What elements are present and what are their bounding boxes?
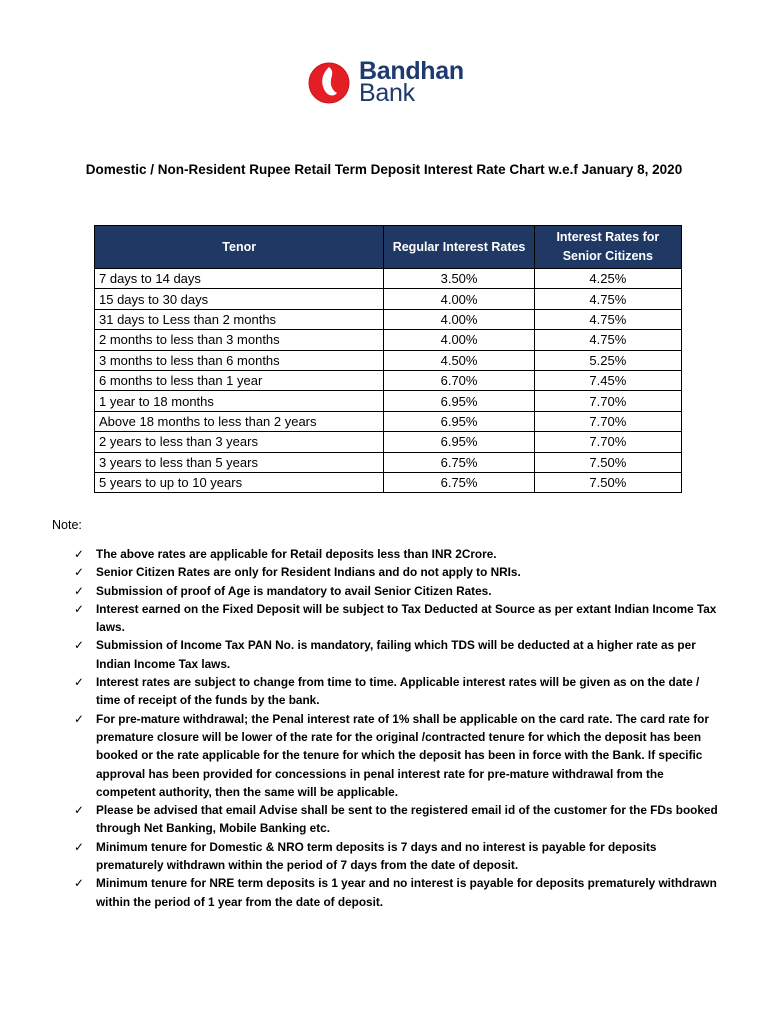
list-item: [74, 801, 724, 838]
cell-senior-rate: 4.75%: [534, 289, 681, 309]
list-item: [74, 582, 724, 600]
cell-tenor: 7 days to 14 days: [95, 269, 384, 289]
list-item: [74, 545, 724, 563]
list-item: [74, 563, 724, 581]
checkmark-icon: ✓: [74, 565, 84, 580]
note-text: Minimum tenure for NRE term deposits is 1 year and no interest is payable for deposits prematurely withdrawn within the period of 1 year from the date of deposit.: [96, 876, 717, 909]
list-item: [74, 838, 724, 875]
cell-regular-rate: 6.95%: [384, 391, 534, 411]
cell-tenor: 3 months to less than 6 months: [95, 350, 384, 370]
checkmark-icon: ✓: [74, 547, 84, 561]
cell-regular-rate: 6.95%: [384, 432, 534, 452]
table-row: [95, 370, 682, 390]
note-text: For pre-mature withdrawal; the Penal interest rate of 1% shall be applicable on the card rate. The card rate for premature closure will be lower of the rate for the original /contracted tenure for which the deposit has been booked or the rate applicable for the tenure for which the deposit has been in force with the Bank. If specific approval has been provided for concessions in penal interest rate for pre-mature withdrawal from the competent authority, then the same will be applicable.: [96, 711, 709, 799]
cell-tenor: 2 years to less than 3 years: [95, 432, 384, 452]
cell-tenor: 15 days to 30 days: [95, 289, 384, 309]
checkmark-icon: ✓: [74, 583, 84, 598]
cell-senior-rate: 7.70%: [534, 391, 681, 411]
note-text: Submission of Income Tax PAN No. is mandatory, failing which TDS will be deducted at a higher rate as per Indian Income Tax laws.: [96, 638, 696, 671]
note-text: Minimum tenure for Domestic & NRO term deposits is 7 days and no interest is payable for deposits prematurely withdrawn within the period of 7 days from the date of deposit.: [96, 839, 657, 873]
cell-senior-rate: 7.70%: [534, 411, 681, 431]
table-row: [95, 452, 682, 472]
page-title: Domestic / Non-Resident Rupee Retail Term Deposit Interest Rate Chart w.e.f January 8, 2020: [85, 162, 683, 177]
cell-senior-rate: 4.25%: [534, 269, 681, 289]
cell-regular-rate: 6.75%: [384, 452, 534, 472]
cell-tenor: 5 years to up to 10 years: [95, 472, 384, 492]
checkmark-icon: ✓: [74, 638, 84, 653]
checkmark-icon: ✓: [74, 675, 84, 690]
cell-tenor: 1 year to 18 months: [95, 391, 384, 411]
table-row: [95, 472, 682, 492]
logo-text-bank: Bank: [359, 79, 415, 107]
note-text: Interest earned on the Fixed Deposit will be subject to Tax Deducted at Source as per extant Indian Income Tax laws.: [96, 601, 717, 635]
note-text: Please be advised that email Advise shall be sent to the registered email id of the customer for the FDs booked through Net Banking, Mobile Banking etc.: [96, 803, 718, 836]
header-regular-rates: Regular Interest Rates: [384, 226, 534, 269]
table-row: [95, 309, 682, 329]
logo-text-bandhan: Bandhan: [359, 57, 464, 85]
list-item: [74, 600, 724, 637]
list-item: [74, 710, 724, 801]
note-text: Submission of proof of Age is mandatory to avail Senior Citizen Rates.: [96, 583, 492, 598]
header-tenor: Tenor: [95, 226, 384, 269]
bandhan-logo-icon: [307, 58, 353, 106]
cell-tenor: 31 days to Less than 2 months: [95, 309, 384, 329]
table-row: [95, 289, 682, 309]
cell-tenor: 3 years to less than 5 years: [95, 452, 384, 472]
cell-regular-rate: 6.75%: [384, 472, 534, 492]
cell-senior-rate: 5.25%: [534, 350, 681, 370]
note-text: The above rates are applicable for Retail deposits less than INR 2Crore.: [96, 547, 497, 561]
header-senior-rates: Interest Rates for Senior Citizens: [534, 226, 681, 269]
notes-list: [74, 545, 724, 911]
table-row: [95, 411, 682, 431]
cell-tenor: 6 months to less than 1 year: [95, 370, 384, 390]
cell-regular-rate: 6.70%: [384, 370, 534, 390]
note-label: Note:: [52, 518, 82, 532]
note-text: Interest rates are subject to change from time to time. Applicable interest rates will be given as on the date / time of receipt of the funds by the bank.: [96, 675, 700, 708]
table-header-row: [95, 226, 682, 269]
table-row: [95, 432, 682, 452]
table-row: [95, 350, 682, 370]
interest-rate-table: [94, 225, 682, 493]
cell-senior-rate: 7.50%: [534, 472, 681, 492]
note-text: Senior Citizen Rates are only for Resident Indians and do not apply to NRIs.: [96, 565, 521, 580]
checkmark-icon: ✓: [74, 803, 84, 818]
cell-senior-rate: 7.45%: [534, 370, 681, 390]
cell-tenor: Above 18 months to less than 2 years: [95, 411, 384, 431]
checkmark-icon: ✓: [74, 601, 84, 616]
bank-logo: [307, 58, 464, 106]
table-row: [95, 269, 682, 289]
table-row: [95, 330, 682, 350]
checkmark-icon: ✓: [74, 876, 84, 891]
cell-regular-rate: 4.00%: [384, 309, 534, 329]
cell-regular-rate: 6.95%: [384, 411, 534, 431]
cell-regular-rate: 4.50%: [384, 350, 534, 370]
cell-regular-rate: 4.00%: [384, 289, 534, 309]
cell-senior-rate: 4.75%: [534, 309, 681, 329]
list-item: [74, 874, 724, 911]
cell-senior-rate: 4.75%: [534, 330, 681, 350]
cell-senior-rate: 7.50%: [534, 452, 681, 472]
cell-regular-rate: 4.00%: [384, 330, 534, 350]
cell-regular-rate: 3.50%: [384, 269, 534, 289]
table-row: [95, 391, 682, 411]
cell-tenor: 2 months to less than 3 months: [95, 330, 384, 350]
list-item: [74, 636, 724, 673]
list-item: [74, 673, 724, 710]
checkmark-icon: ✓: [74, 839, 84, 854]
cell-senior-rate: 7.70%: [534, 432, 681, 452]
checkmark-icon: ✓: [74, 711, 84, 726]
